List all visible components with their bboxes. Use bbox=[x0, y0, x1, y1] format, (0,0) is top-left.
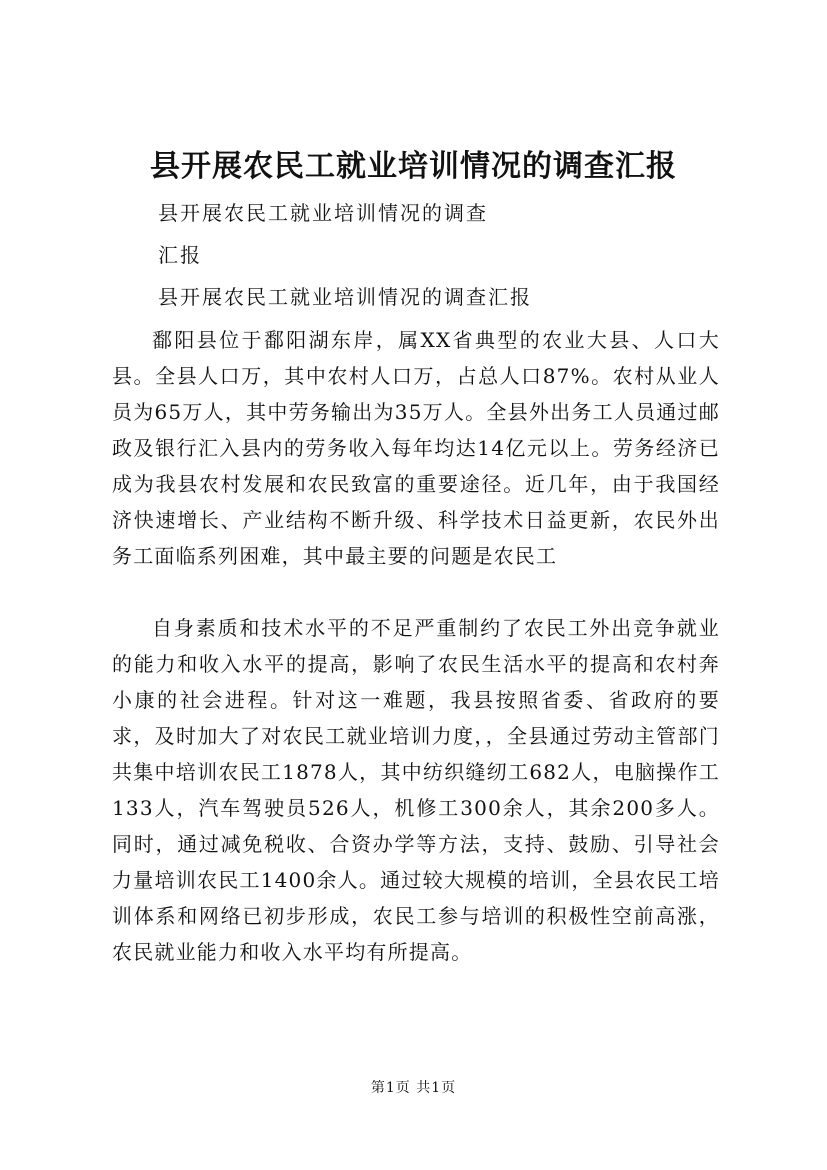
body-paragraph-1: 鄱阳县位于鄱阳湖东岸，属XX省典型的农业大县、人口大县。全县人口万，其中农村人口万，占总人口87%。农村从业人员为65万人，其中劳务输出为35万人。全县外出务工人员通过邮政及银行汇入县内的劳务收入每年均达14亿元以上。劳务经济已成为我县农村发展和农民致富的重要途径。近几年，由于我国经济快速增长、产业结构不断升级、科学技术日益更新，农民外出务工面临系列困难，其中最主要的问题是农民工 bbox=[112, 328, 720, 568]
document-title: 县开展农民工就业培训情况的调查汇报 bbox=[150, 149, 677, 184]
subtitle-line-3: 县开展农民工就业培训情况的调查汇报 bbox=[158, 285, 532, 309]
page-footer: 第1页 共1页 bbox=[370, 1080, 457, 1096]
subtitle-line-1: 县开展农民工就业培训情况的调查 bbox=[158, 201, 488, 225]
subtitle-line-2: 汇报 bbox=[158, 243, 202, 267]
body-paragraph-2: 自身素质和技术水平的不足严重制约了农民工外出竞争就业的能力和收入水平的提高，影响了农民生活水平的提高和农村奔小康的社会进程。针对这一难题，我县按照省委、省政府的要求，及时加大了对农民工就业培训力度，，全县通过劳动主管部门共集中培训农民工1878人，其中纺织缝纫工682人，电脑操作工133人，汽车驾驶员526人，机修工300余人，其余200多人。同时，通过减免税收、合资办学等方法，支持、鼓励、引导社会力量培训农民工1400余人。通过较大规模的培训，全县农民工培训体系和网络已初步形成，农民工参与培训的积极性空前高涨，农民就业能力和收入水平均有所提高。 bbox=[112, 616, 720, 964]
